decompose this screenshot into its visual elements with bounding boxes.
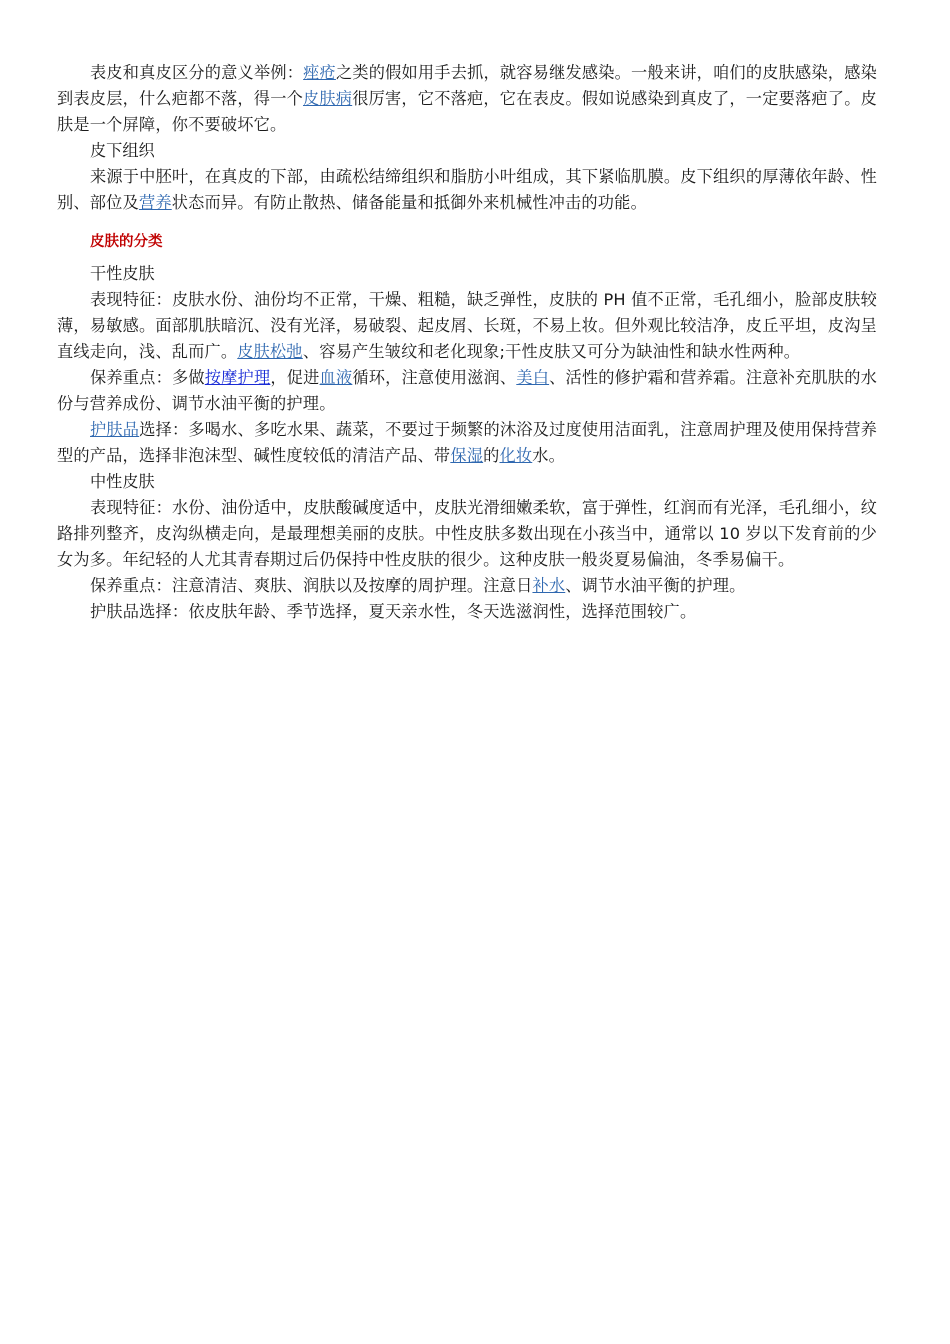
text: 、活性的修护霜和营养霜。注意补充肌肤的水份与营养成份、调节水油平衡的护理。	[57, 368, 877, 413]
paragraph-normal-skin-products: 护肤品选择：依皮肤年龄、季节选择，夏天亲水性，冬天选滋润性，选择范围较广。	[90, 602, 697, 621]
text: 之类的假如用手去抓，就容易继发感染。一般来讲，咱们的皮肤感染，感染到表皮层，什么疤都不落，得一个	[57, 63, 877, 108]
text: 水。	[532, 446, 566, 465]
paragraph-normal-skin-features: 表现特征：水份、油份适中，皮肤酸碱度适中，皮肤光滑细嫩柔软，富于弹性，红润而有光泽，毛孔细小，纹路排列整齐，皮沟纵横走向，是最理想美丽的皮肤。中性皮肤多数出现在小孩当中，通常以 10 岁以下发育前的少女为多。年纪轻的人尤其青春期过后仍保持中性皮肤的很少。这种皮肤一般炎夏易偏油，冬季易偏干。	[57, 498, 877, 569]
document-page	[57, 60, 877, 625]
text: 保养重点：注意清洁、爽肤、润肤以及按摩的周护理。注意日	[90, 576, 533, 595]
link-hydration[interactable]: 补水	[532, 576, 566, 595]
link-skin-sagging[interactable]: 皮肤松弛	[237, 342, 303, 361]
paragraph-dry-skin-products	[57, 417, 877, 469]
paragraph-subcutaneous	[57, 164, 877, 216]
paragraph-dry-skin-features	[57, 287, 877, 365]
paragraph-normal-skin-care	[57, 573, 877, 599]
section-heading-skin-types: 皮肤的分类	[90, 234, 163, 250]
text: 表现特征：皮肤水份、油份均不正常，干燥、粗糙，缺乏弹性，皮肤的 PH 值不正常，毛孔细小，脸部皮肤较薄，易敏感。面部肌肤暗沉、没有光泽，易破裂、起皮屑、长斑，不易上妆。但外观比较洁净，皮丘平坦，皮沟呈直线走向，浅、乱而广。	[57, 290, 877, 361]
subheading-normal-skin: 中性皮肤	[90, 472, 155, 491]
subheading-dry-skin: 干性皮肤	[90, 264, 155, 283]
paragraph-dry-skin-care	[57, 365, 877, 417]
link-acne[interactable]: 痤疮	[303, 63, 336, 82]
text: 、调节水油平衡的护理。	[565, 576, 746, 595]
text: 很厉害，它不落疤，它在表皮。假如说感染到真皮了，一定要落疤了。皮肤是一个屏障，你不要破坏它。	[57, 89, 877, 134]
link-nutrition[interactable]: 营养	[138, 193, 172, 212]
text: 选择：多喝水、多吃水果、蔬菜，不要过于频繁的沐浴及过度使用洁面乳，注意周护理及使用保持营养型的产品，选择非泡沫型、碱性度较低的清洁产品、带	[57, 420, 877, 465]
link-blood[interactable]: 血液	[319, 368, 353, 387]
text: 状态而异。有防止散热、储备能量和抵御外来机械性冲击的功能。	[171, 193, 647, 212]
link-whitening[interactable]: 美白	[516, 368, 550, 387]
link-moisturizing[interactable]: 保湿	[450, 446, 484, 465]
link-skincare-products[interactable]: 护肤品	[90, 420, 140, 439]
link-skin-disease[interactable]: 皮肤病	[303, 89, 353, 108]
paragraph-epidermis-dermis	[57, 60, 877, 138]
text: 表皮和真皮区分的意义举例：	[90, 63, 304, 82]
text: 保养重点：多做	[90, 368, 205, 387]
subheading-subcutaneous: 皮下组织	[90, 141, 155, 160]
text: 循环，注意使用滋润、	[352, 368, 517, 387]
text: 的	[483, 446, 500, 465]
text: ，促进	[270, 368, 320, 387]
text: 来源于中胚叶，在真皮的下部，由疏松结缔组织和脂肪小叶组成，其下紧临肌膜。皮下组织的厚薄依年龄、性别、部位及	[57, 167, 877, 212]
link-makeup[interactable]: 化妆	[499, 446, 533, 465]
link-massage-care[interactable]: 按摩护理	[204, 368, 271, 387]
text: 、容易产生皱纹和老化现象;干性皮肤又可分为缺油性和缺水性两种。	[302, 342, 801, 361]
